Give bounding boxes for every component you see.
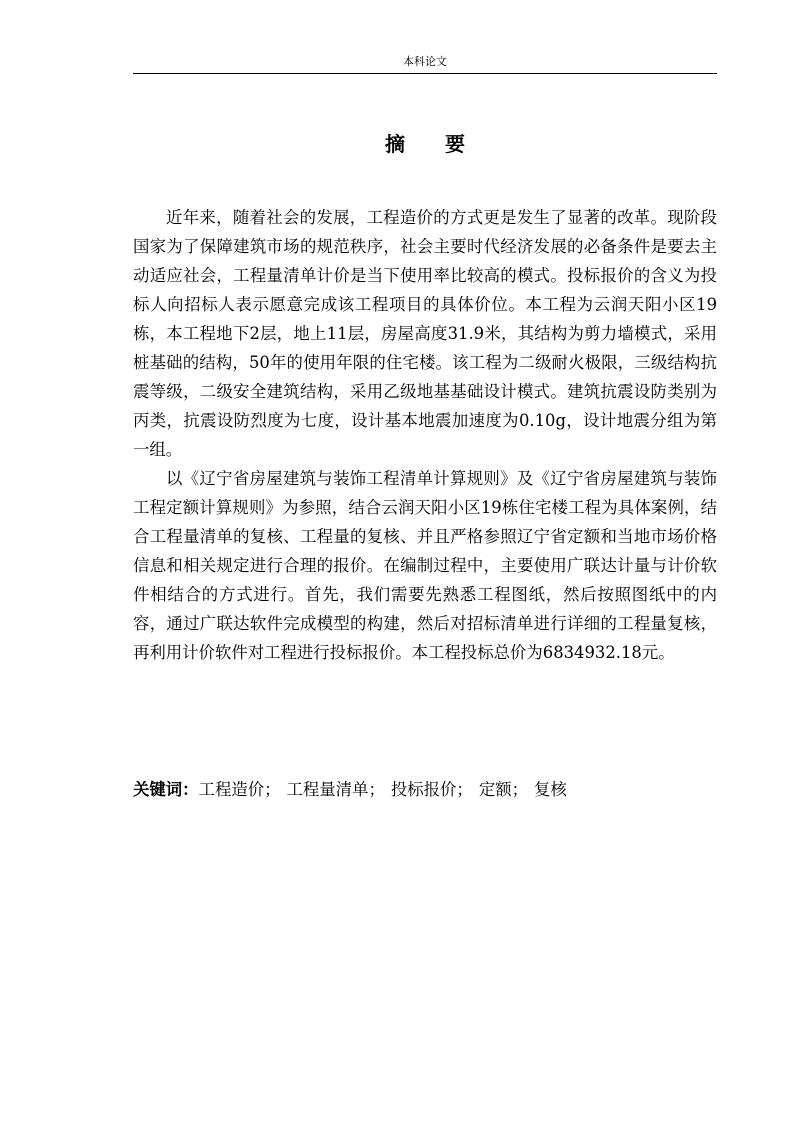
abstract-paragraph-1: 近年来，随着社会的发展，工程造价的方式更是发生了显著的改革。现阶段国家为了保障建筑市场的规范秩序，社会主要时代经济发展的必备条件是要去主动适应社会，工程量清单计价是当下使用率比较高的模式。投标报价的含义为投标人向招标人表示愿意完成该工程项目的具体价位。本工程为云润天阳小区19栋，本工程地下2层，地上11层，房屋高度31.9米，其结构为剪力墙模式，采用桩基础的结构，50年的使用年限的住宅楼。该工程为二级耐火极限，三级结构抗震等级，二级安全建筑结构，采用乙级地基基础设计模式。建筑抗震设防类别为丙类，抗震设防烈度为七度，设计基本地震加速度为0.10g，设计地震分组为第一组。 (133, 208, 717, 459)
keyword-item: 工程量清单； (286, 780, 385, 799)
abstract-paragraph-2: 以《辽宁省房屋建筑与装饰工程清单计算规则》及《辽宁省房屋建筑与装饰工程定额计算规则》为参照，结合云润天阳小区19栋住宅楼工程为具体案例，结合工程量清单的复核、工程量的复核、并且严格参照辽宁省定额和当地市场价格信息和相关规定进行合理的报价。在编制过程中，主要使用广联达计量与计价软件相结合的方式进行。首先，我们需要先熟悉工程图纸，然后按照图纸中的内容，通过广联达软件完成模型的构建，然后对招标清单进行详细的工程量复核，再利用计价软件对工程进行投标报价。本工程投标总价为6834932.18元。 (133, 469, 717, 662)
keyword-item: 工程造价； (198, 780, 281, 799)
abstract-body (133, 203, 717, 667)
header-rule (133, 73, 717, 74)
keyword-item: 复核 (533, 780, 567, 799)
keywords-label: 关键词： (133, 780, 199, 799)
keyword-item: 投标报价； (390, 780, 473, 799)
keywords-line (133, 775, 717, 804)
abstract-title: 摘要 (385, 132, 505, 156)
keyword-item: 定额； (478, 780, 528, 799)
running-header: 本科论文 (403, 55, 447, 68)
